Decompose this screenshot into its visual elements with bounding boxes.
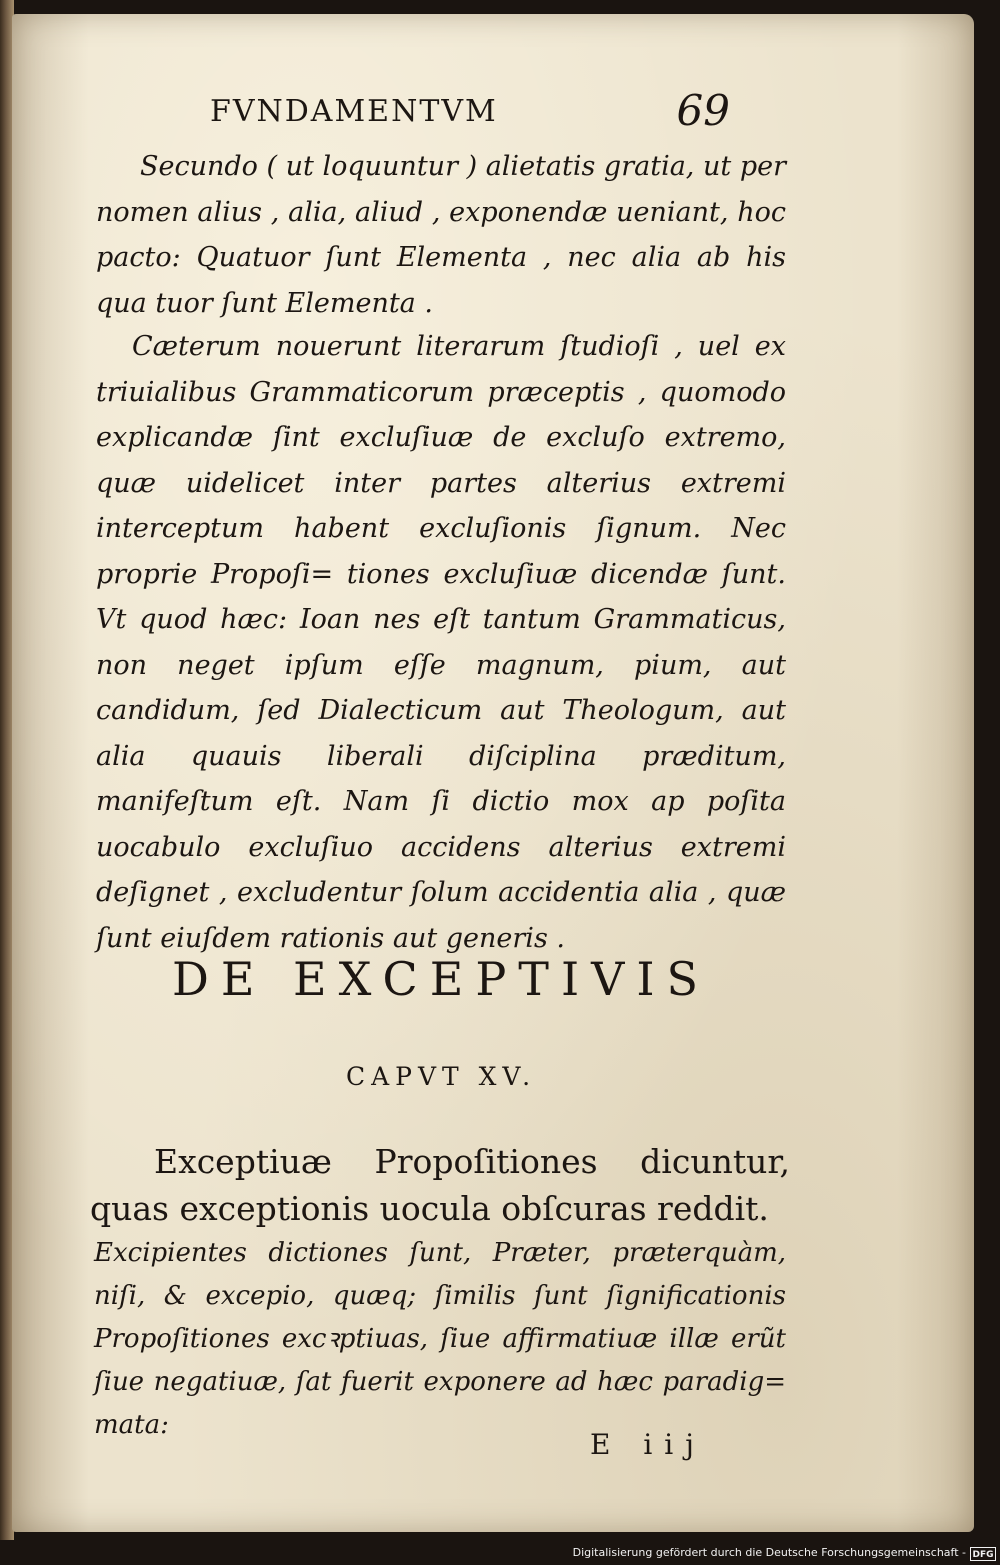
digitization-credit: Digitalisierung gefördert durch die Deutsche Forschungsgemeinschaft - xyxy=(572,1546,966,1559)
paragraph-excipientes: Excipientes dictiones ſunt, Præter, præterquàm, niſi, & excepio, quæq; ſimilis ſunt ſignificationis Propoſitiones excꝛptiuas, ſiue affirmatiuæ illæ erũt ſiue negatiuæ, ſat fuerit exponere ad hæc paradig= mata: xyxy=(94,1238,786,1440)
section-heading: DE EXCEPTIVIS xyxy=(171,952,711,1006)
chapter-lead-sentence: Exceptiuæ Propoſitiones dicuntur, quas exceptionis uocula obſcuras reddit. xyxy=(90,1142,790,1228)
page-header xyxy=(210,86,730,142)
paragraph-ceterum: Cæterum nouerunt literarum ſtudioſi , uel ex triuialibus Grammaticorum præceptis , quomodo explicandæ ſint excluſiuæ de excluſo extremo, quæ uidelicet inter partes alterius extremi interceptum habent excluſionis ſignum. Nec proprie Propoſi= tiones excluſiuæ dicendæ ſunt. Vt quod hæc: Ioan nes eſt tantum Grammaticus, non neget ipſum eſſe magnum, pium, aut candidum, ſed Dialecticum aut Theologum, aut alia quauis liberali diſciplina præditum, manifeſtum eſt. Nam ſi dictio mox ap poſita uocabulo excluſiuo accidens alterius extremi deſignet , excludentur ſolum accidentia alia , quæ ſunt eiuſdem rationis aut generis . xyxy=(96,331,786,954)
dfg-logo: DFG xyxy=(970,1547,996,1561)
running-title: FVNDAMENTVM xyxy=(210,94,498,129)
signature-mark: E iij xyxy=(590,1428,706,1461)
page-number: 69 xyxy=(676,86,730,135)
paragraph-secundo: Secundo ( ut loquuntur ) alietatis gratia, ut per nomen alius , alia, aliud , exponendæ ueniant, hoc pacto: Quatuor ſunt Elementa , nec alia ab his qua tuor ſunt Elementa . xyxy=(96,151,786,319)
chapter-label: CAPVT XV. xyxy=(345,1062,537,1091)
